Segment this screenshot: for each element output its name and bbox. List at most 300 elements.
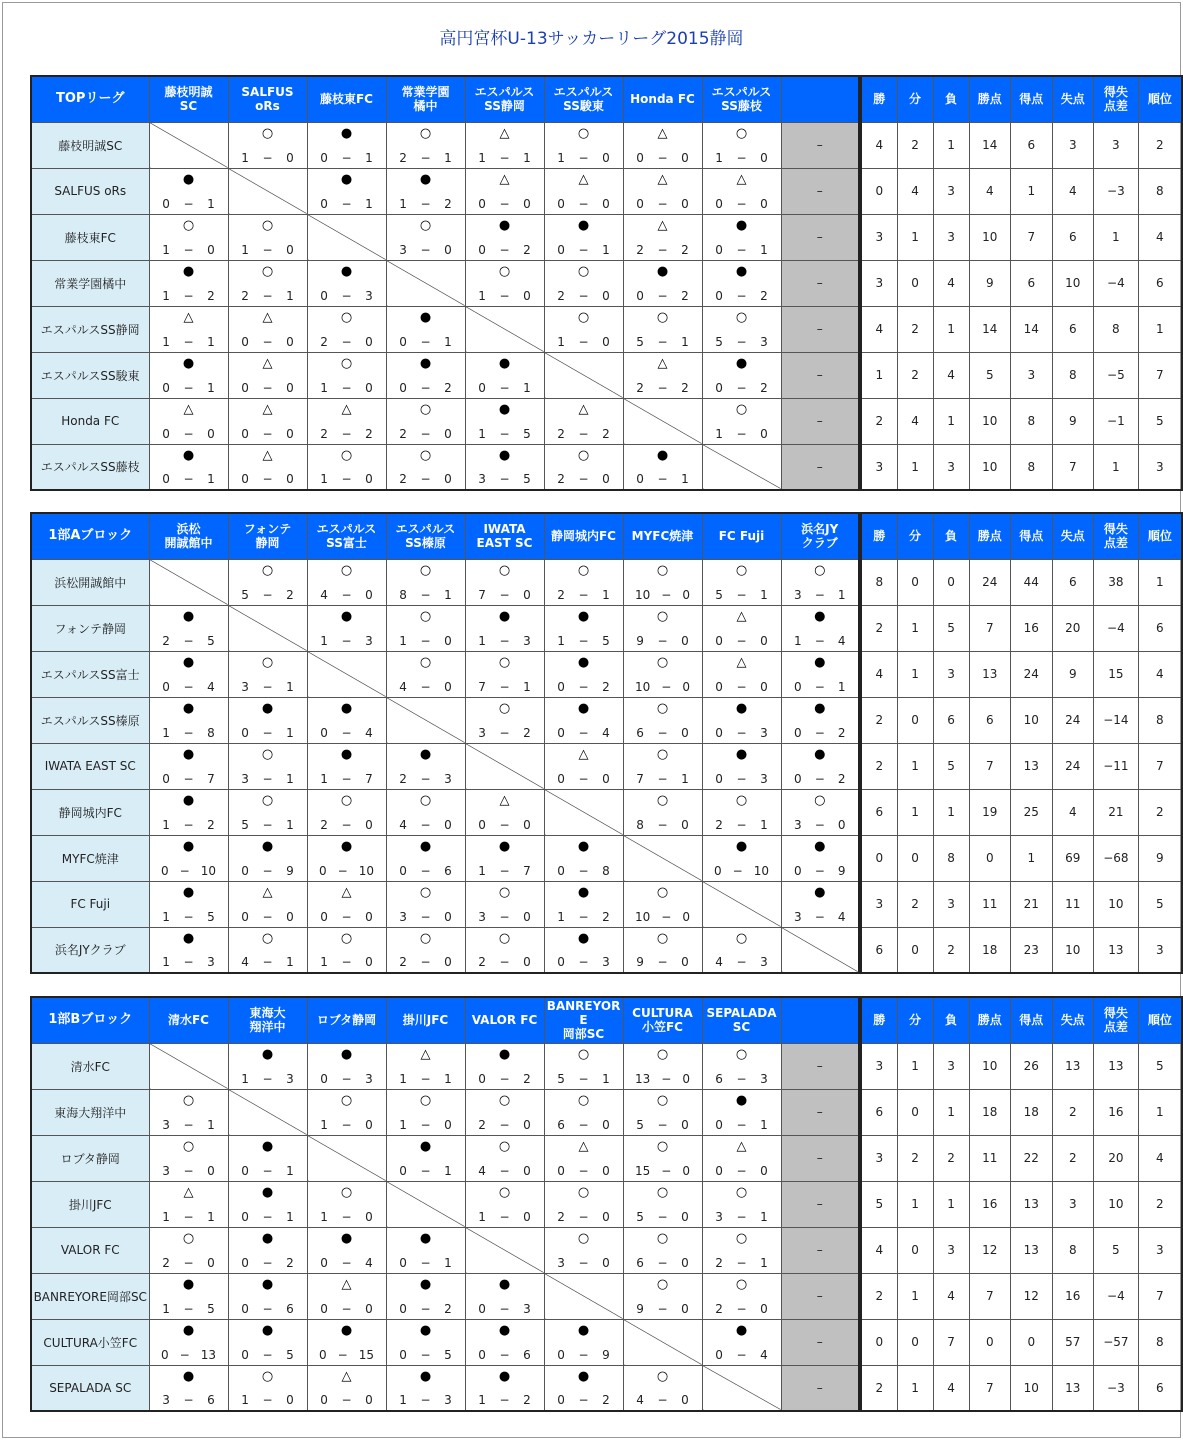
match-result-cell: [544, 881, 623, 927]
match-score: 0 − 6: [399, 863, 452, 878]
match-score: 0 − 0: [162, 426, 215, 441]
stat-header: 負: [933, 997, 969, 1043]
match-result-cell: [544, 651, 623, 697]
match-result-cell: [465, 1365, 544, 1411]
opponent-header: FC Fuji: [702, 513, 781, 559]
stat-value: 10: [1052, 260, 1093, 306]
stat-value: 10: [1094, 1181, 1139, 1227]
opponent-header: 掛川JFC: [386, 997, 465, 1043]
stat-value: 10: [969, 1043, 1010, 1089]
match-score: 3 − 0: [399, 242, 452, 257]
team-name: IWATA EAST SC: [31, 743, 149, 789]
stat-value: 9: [1052, 398, 1093, 444]
opponent-header: [781, 997, 859, 1043]
stat-value: 69: [1052, 835, 1093, 881]
results-table: [30, 75, 860, 491]
stat-value: 1: [897, 1273, 933, 1319]
match-score: 2 − 0: [162, 1255, 215, 1270]
stat-value: 19: [969, 789, 1010, 835]
stat-header: 勝: [861, 513, 897, 559]
stat-value: 2: [861, 743, 897, 789]
empty-cell: –: [781, 1227, 859, 1273]
match-score: 6 − 0: [636, 1255, 689, 1270]
match-result-cell: [465, 697, 544, 743]
match-result-cell: [702, 352, 781, 398]
match-score: 1 − 0: [320, 472, 373, 486]
stat-value: 2: [897, 306, 933, 352]
match-score: 0 − 1: [162, 196, 215, 211]
match-result-cell: [386, 1365, 465, 1411]
match-result-cell: [544, 1227, 623, 1273]
stat-value: 4: [897, 398, 933, 444]
stat-value: 5: [933, 743, 969, 789]
self-match-cell: [307, 1135, 386, 1181]
result-symbol: ○: [419, 1092, 432, 1108]
standings-table: [860, 75, 1183, 491]
result-symbol: ●: [182, 1368, 195, 1384]
match-score: 0 − 0: [636, 196, 689, 211]
match-score: 1 − 0: [399, 1117, 452, 1132]
self-match-cell: [623, 398, 702, 444]
result-symbol: ○: [340, 1184, 353, 1200]
match-score: 0 − 1: [241, 1209, 294, 1224]
stat-value: 0: [861, 1319, 897, 1365]
match-result-cell: [228, 559, 307, 605]
match-result-cell: [702, 398, 781, 444]
result-symbol: ○: [182, 1092, 195, 1108]
result-symbol: ●: [498, 1046, 511, 1062]
team-name: フォンテ静岡: [31, 605, 149, 651]
result-symbol: ○: [656, 1276, 669, 1292]
result-symbol: ●: [577, 700, 590, 716]
match-score: 4 − 0: [478, 1163, 531, 1178]
match-score: 5 − 1: [636, 334, 689, 349]
result-symbol: △: [183, 1184, 194, 1200]
stat-value: 13: [969, 651, 1010, 697]
opponent-header: 浜名JY クラブ: [781, 513, 859, 559]
match-score: 1 − 5: [557, 633, 610, 648]
match-result-cell: [386, 352, 465, 398]
result-symbol: ○: [419, 930, 432, 946]
match-score: 0 − 0: [557, 196, 610, 211]
empty-cell: –: [781, 214, 859, 260]
result-symbol: ○: [261, 263, 274, 279]
opponent-header: SALFUS oRs: [228, 76, 307, 122]
match-score: 3 − 2: [478, 725, 531, 740]
table-row: [31, 559, 859, 605]
match-score: 0 − 5: [241, 1347, 294, 1362]
match-score: 10 − 0: [635, 909, 690, 924]
stat-value: 0: [897, 697, 933, 743]
match-result-cell: [228, 122, 307, 168]
stat-value: 12: [1011, 1273, 1052, 1319]
match-score: 1 − 3: [399, 1393, 452, 1407]
match-result-cell: [149, 444, 228, 490]
match-result-cell: [465, 1089, 544, 1135]
match-score: 1 − 0: [557, 150, 610, 165]
match-score: 0 − 0: [320, 1393, 373, 1407]
match-result-cell: [623, 1273, 702, 1319]
match-result-cell: [386, 122, 465, 168]
match-score: 1 − 0: [478, 288, 531, 303]
match-score: 0 − 0: [241, 426, 294, 441]
result-symbol: ○: [656, 1138, 669, 1154]
result-symbol: ●: [735, 700, 748, 716]
result-symbol: ○: [577, 125, 590, 141]
table-row: [861, 881, 1182, 927]
result-symbol: ●: [340, 263, 353, 279]
result-symbol: ●: [577, 608, 590, 624]
stat-value: −11: [1094, 743, 1139, 789]
match-score: 0 − 1: [478, 380, 531, 395]
match-result-cell: [702, 927, 781, 973]
stat-header: 失点: [1052, 997, 1093, 1043]
match-result-cell: [465, 352, 544, 398]
match-result-cell: [149, 881, 228, 927]
team-name: ロブタ静岡: [31, 1135, 149, 1181]
stat-value: 12: [969, 1227, 1010, 1273]
result-symbol: ●: [419, 309, 432, 325]
stat-value: 10: [969, 444, 1010, 490]
result-symbol: ○: [419, 447, 432, 463]
result-symbol: ○: [656, 1184, 669, 1200]
opponent-header: [781, 76, 859, 122]
match-result-cell: [465, 927, 544, 973]
result-symbol: ○: [182, 217, 195, 233]
match-result-cell: [386, 1319, 465, 1365]
match-result-cell: [623, 122, 702, 168]
match-result-cell: [307, 398, 386, 444]
self-match-cell: [228, 1089, 307, 1135]
stat-value: 5: [1138, 881, 1182, 927]
stat-value: 3: [933, 881, 969, 927]
match-result-cell: [702, 789, 781, 835]
result-symbol: ○: [261, 562, 274, 578]
opponent-header: ロブタ静岡: [307, 997, 386, 1043]
match-score: 0 − 8: [557, 863, 610, 878]
match-result-cell: [386, 1089, 465, 1135]
match-score: 0 − 2: [636, 288, 689, 303]
result-symbol: ●: [340, 746, 353, 762]
match-result-cell: [623, 1043, 702, 1089]
match-result-cell: [623, 605, 702, 651]
opponent-header: エスパルス SS駿東: [544, 76, 623, 122]
match-result-cell: [623, 743, 702, 789]
table-row: [861, 835, 1182, 881]
match-score: 5 − 1: [715, 587, 768, 602]
stat-value: 16: [1011, 605, 1052, 651]
match-result-cell: [544, 1135, 623, 1181]
match-score: 0 − 1: [557, 242, 610, 257]
match-result-cell: [149, 1319, 228, 1365]
stat-header: 得点: [1011, 997, 1052, 1043]
result-symbol: ●: [498, 608, 511, 624]
result-symbol: ●: [182, 838, 195, 854]
match-result-cell: [623, 352, 702, 398]
stat-value: 1: [933, 398, 969, 444]
table-row: [31, 1319, 859, 1365]
result-symbol: △: [578, 746, 589, 762]
stat-value: 6: [933, 697, 969, 743]
result-symbol: ○: [340, 562, 353, 578]
match-score: 7 − 1: [478, 679, 531, 694]
stat-value: 23: [1011, 927, 1052, 973]
result-symbol: ○: [735, 562, 748, 578]
match-result-cell: [781, 881, 859, 927]
match-score: 9 − 0: [636, 1301, 689, 1316]
stat-header: 勝点: [969, 76, 1010, 122]
team-name: 浜松開誠館中: [31, 559, 149, 605]
empty-cell: –: [781, 1319, 859, 1365]
match-score: 1 − 1: [162, 1209, 215, 1224]
table-row: [861, 1043, 1182, 1089]
opponent-header: 東海大 翔洋中: [228, 997, 307, 1043]
match-result-cell: [307, 605, 386, 651]
result-symbol: △: [578, 401, 589, 417]
match-result-cell: [386, 214, 465, 260]
result-symbol: ●: [340, 838, 353, 854]
match-result-cell: [307, 306, 386, 352]
match-result-cell: [465, 789, 544, 835]
match-score: 0 − 3: [478, 1301, 531, 1316]
match-result-cell: [702, 1273, 781, 1319]
result-symbol: ○: [498, 884, 511, 900]
result-symbol: ○: [656, 608, 669, 624]
match-score: 2 − 0: [557, 1209, 610, 1224]
match-result-cell: [544, 260, 623, 306]
team-name: 藤枝明誠SC: [31, 122, 149, 168]
match-result-cell: [149, 1181, 228, 1227]
empty-cell: –: [781, 352, 859, 398]
team-name: SALFUS oRs: [31, 168, 149, 214]
match-result-cell: [623, 697, 702, 743]
stat-value: 4: [1138, 214, 1182, 260]
result-symbol: ○: [814, 792, 826, 808]
stat-value: 2: [933, 927, 969, 973]
self-match-cell: [386, 697, 465, 743]
result-symbol: △: [341, 1368, 352, 1384]
result-symbol: ●: [735, 1092, 748, 1108]
match-result-cell: [386, 1227, 465, 1273]
table-row: [31, 697, 859, 743]
result-symbol: ○: [735, 1276, 748, 1292]
table-row: [861, 168, 1182, 214]
empty-cell: –: [781, 1043, 859, 1089]
stat-value: 3: [933, 444, 969, 490]
result-symbol: ●: [182, 884, 195, 900]
match-result-cell: [781, 605, 859, 651]
table-row: [31, 122, 859, 168]
stat-value: −3: [1094, 168, 1139, 214]
match-score: 0 − 0: [715, 196, 768, 211]
result-symbol: △: [657, 217, 668, 233]
result-symbol: ●: [340, 1046, 353, 1062]
stat-value: −5: [1094, 352, 1139, 398]
stat-value: 1: [933, 1181, 969, 1227]
match-score: 1 − 2: [162, 817, 215, 832]
team-name: エスパルスSS静岡: [31, 306, 149, 352]
match-result-cell: [465, 1181, 544, 1227]
result-symbol: ●: [419, 1230, 432, 1246]
result-symbol: ○: [498, 930, 511, 946]
match-result-cell: [623, 214, 702, 260]
stat-value: 14: [969, 122, 1010, 168]
stat-value: 4: [933, 260, 969, 306]
match-score: 1 − 0: [557, 334, 610, 349]
self-match-cell: [149, 1043, 228, 1089]
stat-value: 3: [1011, 352, 1052, 398]
stat-header: 得点: [1011, 513, 1052, 559]
result-symbol: ○: [261, 746, 274, 762]
result-symbol: ●: [814, 608, 826, 624]
result-symbol: △: [262, 309, 273, 325]
result-symbol: ○: [577, 447, 590, 463]
result-symbol: ○: [656, 1230, 669, 1246]
stat-value: 24: [1052, 697, 1093, 743]
stat-value: 16: [1052, 1273, 1093, 1319]
match-result-cell: [386, 559, 465, 605]
match-score: 5 − 0: [636, 1117, 689, 1132]
table-row: [861, 122, 1182, 168]
result-symbol: ○: [340, 930, 353, 946]
stat-value: 2: [1052, 1089, 1093, 1135]
stat-value: 0: [897, 927, 933, 973]
stat-value: 1: [1094, 214, 1139, 260]
match-result-cell: [228, 1043, 307, 1089]
opponent-header: エスパルス SS静岡: [465, 76, 544, 122]
team-name: Honda FC: [31, 398, 149, 444]
match-result-cell: [149, 1365, 228, 1411]
match-score: 1 − 0: [320, 1117, 373, 1132]
match-result-cell: [228, 789, 307, 835]
match-result-cell: [228, 1365, 307, 1411]
match-score: 0 − 5: [399, 1347, 452, 1362]
stat-value: 0: [897, 1227, 933, 1273]
match-score: 3 − 0: [399, 909, 452, 924]
match-score: 3 − 0: [794, 817, 846, 832]
stat-value: 5: [1138, 1043, 1182, 1089]
stat-value: 6: [1052, 559, 1093, 605]
stat-value: 8: [1011, 398, 1052, 444]
match-score: 2 − 0: [399, 426, 452, 441]
result-symbol: ●: [419, 355, 432, 371]
table-row: [861, 927, 1182, 973]
stat-value: 3: [861, 881, 897, 927]
table-row: [861, 651, 1182, 697]
match-result-cell: [781, 651, 859, 697]
stat-value: 1: [897, 1043, 933, 1089]
match-result-cell: [307, 1227, 386, 1273]
stat-value: 0: [861, 168, 897, 214]
match-result-cell: [149, 789, 228, 835]
match-result-cell: [228, 927, 307, 973]
result-symbol: △: [183, 309, 194, 325]
match-result-cell: [149, 352, 228, 398]
match-result-cell: [544, 398, 623, 444]
stat-value: 6: [861, 789, 897, 835]
result-symbol: ○: [261, 1368, 274, 1384]
match-score: 10 − 0: [635, 587, 690, 602]
stat-value: 13: [1094, 1043, 1139, 1089]
stat-value: 6: [861, 927, 897, 973]
result-symbol: ●: [419, 746, 432, 762]
match-result-cell: [386, 398, 465, 444]
team-name: エスパルスSS榛原: [31, 697, 149, 743]
stat-value: 4: [1052, 168, 1093, 214]
match-result-cell: [307, 122, 386, 168]
match-score: 3 − 1: [794, 587, 846, 602]
result-symbol: ●: [498, 1368, 511, 1384]
match-result-cell: [386, 651, 465, 697]
match-score: 1 − 2: [399, 196, 452, 211]
match-score: 0 − 10: [714, 863, 769, 878]
stat-value: 2: [897, 352, 933, 398]
table-row: [31, 1273, 859, 1319]
result-symbol: ●: [261, 1230, 274, 1246]
result-symbol: ●: [419, 838, 432, 854]
match-score: 0 − 0: [241, 909, 294, 924]
match-score: 6 − 0: [557, 1117, 610, 1132]
table-row: [31, 444, 859, 490]
result-symbol: ●: [735, 217, 748, 233]
stat-value: 8: [1094, 306, 1139, 352]
empty-cell: –: [781, 444, 859, 490]
stat-header: 得点: [1011, 76, 1052, 122]
stat-header: 分: [897, 997, 933, 1043]
match-result-cell: [386, 1135, 465, 1181]
empty-cell: –: [781, 306, 859, 352]
result-symbol: ●: [419, 1138, 432, 1154]
match-result-cell: [149, 306, 228, 352]
stat-value: 21: [1011, 881, 1052, 927]
stat-value: 26: [1011, 1043, 1052, 1089]
empty-cell: –: [781, 1135, 859, 1181]
stat-value: 3: [933, 214, 969, 260]
match-score: 0 − 9: [557, 1347, 610, 1362]
match-score: 6 − 0: [636, 725, 689, 740]
match-score: 1 − 3: [162, 955, 215, 969]
match-score: 0 − 1: [636, 472, 689, 486]
result-symbol: ○: [577, 1046, 590, 1062]
result-symbol: △: [499, 171, 510, 187]
result-symbol: ○: [261, 217, 274, 233]
match-score: 6 − 3: [715, 1071, 768, 1086]
stat-value: 1: [897, 651, 933, 697]
table-row: [31, 168, 859, 214]
block-name: 1部Aブロック: [31, 513, 149, 559]
table-row: [31, 651, 859, 697]
stat-value: 2: [861, 605, 897, 651]
match-result-cell: [465, 444, 544, 490]
match-result-cell: [386, 743, 465, 789]
match-score: 0 − 10: [319, 863, 374, 878]
stat-value: 4: [861, 122, 897, 168]
match-score: 0 − 1: [794, 679, 846, 694]
match-result-cell: [228, 1227, 307, 1273]
table-row: [861, 1273, 1182, 1319]
result-symbol: ○: [577, 263, 590, 279]
result-symbol: ○: [735, 309, 748, 325]
match-result-cell: [623, 927, 702, 973]
opponent-header: フォンテ 静岡: [228, 513, 307, 559]
stat-value: 9: [1052, 651, 1093, 697]
empty-cell: –: [781, 168, 859, 214]
result-symbol: △: [736, 171, 747, 187]
result-symbol: ●: [340, 700, 353, 716]
match-result-cell: [228, 697, 307, 743]
stat-value: 11: [969, 1135, 1010, 1181]
stat-value: 1: [897, 1181, 933, 1227]
